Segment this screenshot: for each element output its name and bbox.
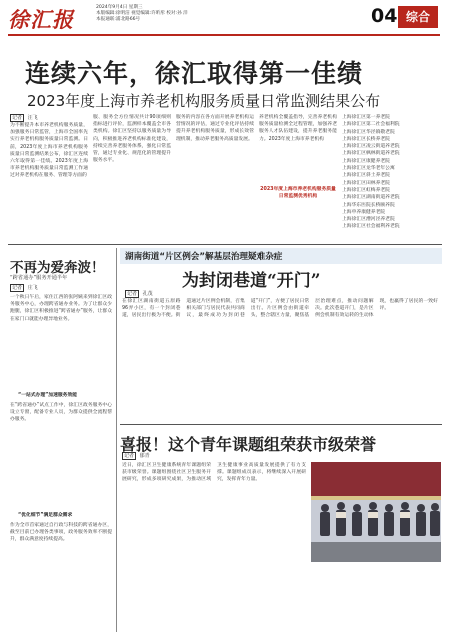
middle-story-kicker: 湖南街道“片区例会”解基层治理疑难杂症 [125,252,283,262]
award-list-item: 上海徐汇区第二社会福利院 [342,122,400,128]
byline-name: 孔茂 [142,291,153,297]
section-divider [8,244,442,245]
middle-story-body: 在徐汇区湖南街道五原路96弄小区，有一个封闭巷道，居民出行极为不便。街道通过片区例会机制，召集相关部门与居民代表共同商议，最终成功为封闭巷道“开门”，方便了居民日常出行。片区例会由街道牵头，整合辖区力量，聚焦基层治理难点，推动问题解决。此次巷道开门，是片区例会机制有效运转的生动体现，也赢得了居民的一致好评。 [122,299,438,319]
award-list-item: 上海徐汇区康健养老院 [342,158,390,164]
lead-byline [10,114,38,121]
photo-story-byline [122,452,150,459]
byline-label: 记者 [12,285,23,291]
lead-subheadline: 2023年度上海市养老机构服务质量日常监测结果公布 [27,92,381,110]
left-story-body-2: 在“跨省通办”试点工作中，徐汇区政务服务中心设立专窗，配备专业人员，为群众提供全流程帮办服务。 [10,403,112,423]
award-list-item: 上海华东医院长桥颐养院 [342,202,395,208]
left-story-body-3: 作为全市首家通过自行政与科技的跨省通办区，截至目前已办理各类事项，政务服务效率不断提升，群众满意度持续提高。 [10,523,112,543]
award-list-item: 上海徐汇区第一养老院 [342,115,390,120]
award-list-item: 上海徐汇区龙华老年公寓 [342,166,395,172]
award-list-item: 上海徐汇区华泾镇敬老院 [342,129,395,135]
contact-address: 本报通联:浦北路66号 [96,17,141,22]
left-story-body-1: 一个秋日午后，家住江西的张阿姨来到徐汇区政务服务中心，办理跨省通办业务。为了让群众少跑腿，徐汇区积极推进“跨省通办”服务，让群众在家门口就能办理异地业务。 [10,295,112,322]
byline-name: 郁青 [139,453,150,459]
page-number: 04 [371,5,398,27]
issue-date: 2024年9月4日 星期三 [96,5,143,10]
award-list-item: 上海徐汇区斜土养老院 [342,173,390,179]
editor-credits: 本版编辑:徐明洁 视觉编辑:许昕彤 校对:孙 洋 [96,11,188,16]
lead-column-3: 服务的内容在各方面开展养老机构运营情况的评估，通过专业化评估持续提升养老机构服务质量，形成长效管理机制，推动养老服务高质量发展。 [176,115,254,142]
story-divider [120,424,442,425]
award-list-item: 上海徐汇区田林养老院 [342,180,390,186]
section-badge: 综合 [398,6,438,28]
award-list-item: 上海徐汇区长桥养老院 [342,136,390,142]
lead-column-4: 养老机构全覆盖指导，完善养老机构服务质量检测全过程管理，加强养老服务人才队伍建设，提升养老服务能力。2023年度上海市养老机构 [259,115,337,142]
group-photo-illustration [311,462,441,562]
award-list-item: 上海徐汇区虹梅养老院 [342,187,390,193]
award-list-item: 上海徐汇区漕河泾养老院 [342,217,395,223]
byline-label: 记者 [124,453,135,459]
column-divider [116,248,117,632]
left-story-subheadline: “跨省通办”服务开通半年 [10,275,68,281]
lead-headline: 连续六年，徐汇取得第一佳绩 [25,59,364,88]
byline-label: 记者 [127,291,138,297]
award-list-item: 上海徐汇区凌云街道养老院 [342,144,400,150]
byline-label: 记者 [12,115,23,121]
masthead [0,0,450,34]
award-list-title: 2023年度上海市养老机构服务质量日常监测优秀机构 [260,187,336,200]
photo-story-headline: 喜报！这个青年课题组荣获市级荣誉 [120,435,377,454]
lead-column-2: 服、服务全方位情况共计90项细则指标进行评价，监测样本覆盖全市各类机构。徐汇区坚持以服务质量为导向，积极推进养老机构标准化建设，持续完善养老服务体系，强化日常监管，通过专业化、规范化的管理提升服务水平。 [93,115,171,164]
middle-story-headline: 为封闭巷道“开门” [182,271,321,291]
byline-name: 庄飞 [27,285,38,291]
award-list-item: 上海徐汇区社会福利养老院 [342,224,400,230]
award-list-item: 上海徐汇区枫林街道养老院 [342,151,400,157]
middle-story-byline [125,290,153,297]
left-story-subhead-2: “优化细节”满足群众需求 [18,513,73,518]
issue-meta [96,5,246,23]
award-list-item: 上海申养康健养老院 [342,209,386,215]
masthead-divider [8,34,440,36]
left-story-headline: 不再为爱奔波！ [10,260,105,276]
left-story-byline [10,284,38,291]
award-list-item: 上海徐汇区湖南街道养老院 [342,195,400,201]
award-list [342,114,442,231]
left-story-subhead-1: “一站式办理”加速服务效能 [18,393,78,398]
newspaper-logo: 徐汇报 [8,7,74,32]
photo-story-body: 近日，徐汇区卫生健康系统青年课题组荣获市级荣誉。课题组围绕社区卫生服务开展研究，形成多项研究成果，为推动区域卫生健康事业高质量发展提供了有力支撑。课题组成员表示，将继续深入开展研究，发挥青年力量。 [122,463,306,483]
lead-column-1: 为不断提升本市养老机构服务质量，加强服务日常监管，上海市全国率先实行养老机构服务质量日常监测。日前，2023年度上海市养老机构服务质量日常监测结果公布，徐汇区连续六年取得第一佳绩。2023年度上海市养老机构服务质量日常监测工作通过对养老机构在服务、管理等方面的 [10,123,88,179]
byline-name: 汪飞 [27,115,38,121]
group-photo [311,462,441,562]
